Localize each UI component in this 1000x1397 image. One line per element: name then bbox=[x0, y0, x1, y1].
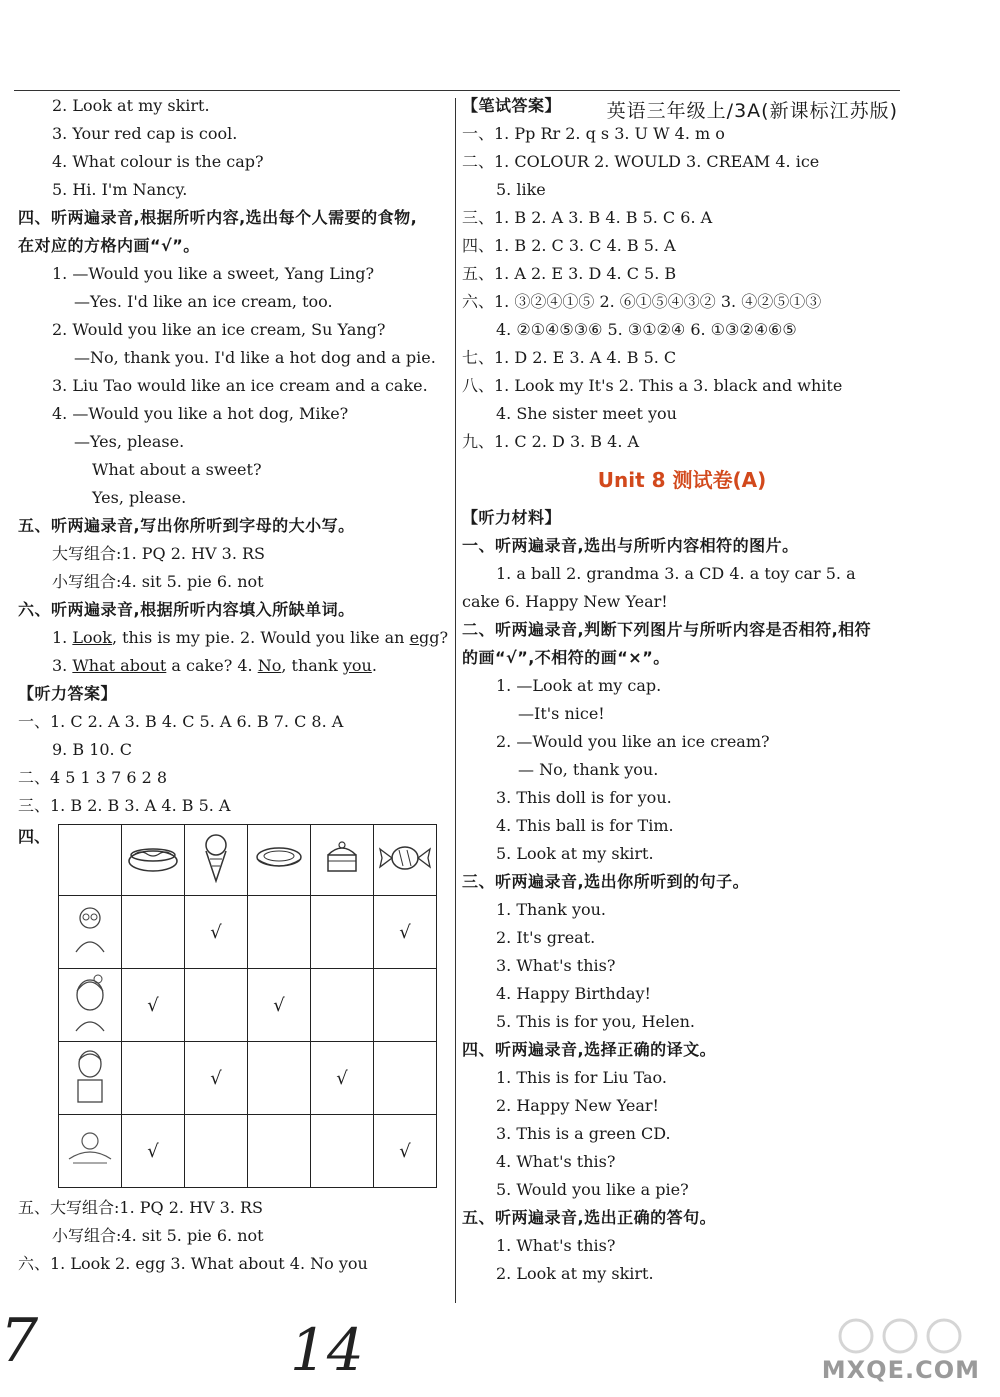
corner-page-mark: 7 bbox=[0, 1306, 39, 1376]
text-line: 3. What's this? bbox=[496, 956, 616, 975]
check-cell: √ bbox=[122, 969, 185, 1042]
section-heading: 的画“√”,不相符的画“×”。 bbox=[462, 648, 670, 667]
ice-cream-icon bbox=[185, 825, 248, 896]
text-line: cake 6. Happy New Year! bbox=[462, 592, 668, 611]
check-cell: √ bbox=[374, 896, 437, 969]
answer-line: 五、1. A 2. E 3. D 4. C 5. B bbox=[462, 264, 677, 283]
text-part: a cake? 4. bbox=[166, 656, 258, 675]
text-line: 2. Look at my skirt. bbox=[52, 96, 210, 115]
check-cell: √ bbox=[185, 1042, 248, 1115]
text-line: —It's nice! bbox=[518, 704, 605, 723]
check-cell bbox=[374, 969, 437, 1042]
answer-line: 一、1. Pp Rr 2. q s 3. U W 4. m o bbox=[462, 124, 725, 143]
text-line: 1. Thank you. bbox=[496, 900, 607, 919]
check-cell bbox=[122, 896, 185, 969]
text-line: 1. a ball 2. grandma 3. a CD 4. a toy car 5. a bbox=[496, 564, 856, 583]
answer-word: What about bbox=[72, 656, 167, 675]
text-line: 1. This is for Liu Tao. bbox=[496, 1068, 667, 1087]
section-label: 四、 bbox=[18, 827, 51, 846]
section-heading: 三、听两遍录音,选出你所听到的句子。 bbox=[462, 872, 750, 891]
text-line: 大写组合:1. PQ 2. HV 3. RS bbox=[52, 544, 266, 563]
answer-table-block bbox=[18, 824, 450, 1188]
check-cell: √ bbox=[374, 1115, 437, 1188]
section-heading: 五、听两遍录音,选出正确的答句。 bbox=[462, 1208, 717, 1227]
answer-line: 9. B 10. C bbox=[52, 740, 132, 759]
unit-title: Unit 8 测试卷(A) bbox=[597, 468, 767, 492]
child-portrait-icon bbox=[59, 896, 122, 969]
section-heading: 六、听两遍录音,根据所听内容填入所缺单词。 bbox=[18, 600, 355, 619]
text-line: 4. Happy Birthday! bbox=[496, 984, 651, 1003]
watermark-text: MXQE.COM bbox=[821, 1356, 980, 1384]
check-cell bbox=[248, 1042, 311, 1115]
section-heading: 四、听两遍录音,选择正确的译文。 bbox=[462, 1040, 717, 1059]
header-rule bbox=[14, 90, 900, 91]
answer-line: 八、1. Look my It's 2. This a 3. black and white bbox=[462, 376, 843, 395]
check-cell: √ bbox=[185, 896, 248, 969]
table-row bbox=[59, 1042, 437, 1115]
section-heading: 在对应的方格内画“√”。 bbox=[18, 236, 200, 255]
text-line: Yes, please. bbox=[92, 488, 187, 507]
answer-line: 小写组合:4. sit 5. pie 6. not bbox=[52, 1226, 264, 1245]
text-line: —Yes. I'd like an ice cream, too. bbox=[74, 292, 333, 311]
check-cell: √ bbox=[122, 1115, 185, 1188]
text-part: ? bbox=[439, 628, 449, 647]
check-cell: √ bbox=[311, 1042, 374, 1115]
text-line: — No, thank you. bbox=[518, 760, 659, 779]
text-part: 1. bbox=[52, 628, 73, 647]
answer-line: 九、1. C 2. D 3. B 4. A bbox=[462, 432, 640, 451]
text-line: 2. It's great. bbox=[496, 928, 596, 947]
section-heading: 四、听两遍录音,根据所听内容,选出每个人需要的食物, bbox=[18, 208, 418, 227]
text-line: 1. —Look at my cap. bbox=[496, 676, 662, 695]
left-column bbox=[18, 92, 450, 1278]
section-heading: 五、听两遍录音,写出你所听到字母的大小写。 bbox=[18, 516, 355, 535]
answer-line: 六、1. ③②④①⑤ 2. ⑥①⑤④③② 3. ④②⑤①③ bbox=[462, 292, 822, 311]
text-part: , thank bbox=[281, 656, 343, 675]
text-line: —Yes, please. bbox=[74, 432, 185, 451]
text-line: 4. —Would you like a hot dog, Mike? bbox=[52, 404, 349, 423]
text-line: 3. This is a green CD. bbox=[496, 1124, 671, 1143]
check-cell bbox=[122, 1042, 185, 1115]
text-line: 1. —Would you like a sweet, Yang Ling? bbox=[52, 264, 375, 283]
text-line bbox=[18, 624, 450, 652]
check-cell bbox=[311, 896, 374, 969]
text-line: 5. Hi. I'm Nancy. bbox=[52, 180, 188, 199]
text-line: 3. This doll is for you. bbox=[496, 788, 672, 807]
text-line: 2. —Would you like an ice cream? bbox=[496, 732, 770, 751]
check-cell bbox=[311, 969, 374, 1042]
page-header: 英语三年级上/3A(新课标江苏版) bbox=[606, 100, 898, 122]
section-heading: 【听力答案】 bbox=[18, 684, 118, 703]
text-line: 4. What's this? bbox=[496, 1152, 616, 1171]
answer-line: 七、1. D 2. E 3. A 4. B 5. C bbox=[462, 348, 677, 367]
text-part: , this is my pie. 2. Would you like an bbox=[111, 628, 410, 647]
hotdog-icon bbox=[122, 825, 185, 896]
section-heading: 二、听两遍录音,判断下列图片与所听内容是否相符,相符 bbox=[462, 620, 872, 639]
check-cell bbox=[311, 1115, 374, 1188]
right-column bbox=[462, 92, 902, 1288]
handwritten-page-number: 14 bbox=[290, 1316, 364, 1384]
girl-portrait-icon bbox=[59, 969, 122, 1042]
text-line: 小写组合:4. sit 5. pie 6. not bbox=[52, 572, 264, 591]
table-row bbox=[59, 1115, 437, 1188]
table-row bbox=[59, 896, 437, 969]
answer-line: 二、1. COLOUR 2. WOULD 3. CREAM 4. ice bbox=[462, 152, 820, 171]
check-cell bbox=[185, 1115, 248, 1188]
answer-word: egg bbox=[409, 628, 440, 647]
pie-icon bbox=[248, 825, 311, 896]
check-cell bbox=[185, 969, 248, 1042]
check-cell bbox=[248, 1115, 311, 1188]
check-cell bbox=[374, 1042, 437, 1115]
text-part: 3. bbox=[52, 656, 73, 675]
answer-line: 5. like bbox=[496, 180, 546, 199]
answer-line: 五、大写组合:1. PQ 2. HV 3. RS bbox=[18, 1198, 264, 1217]
text-line bbox=[18, 652, 450, 680]
text-line: 5. Look at my skirt. bbox=[496, 844, 654, 863]
answer-word: No bbox=[257, 656, 282, 675]
sweet-icon bbox=[374, 825, 437, 896]
section-heading: 【笔试答案】 bbox=[462, 96, 562, 115]
child-portrait-icon bbox=[59, 1115, 122, 1188]
food-check-table bbox=[58, 824, 437, 1188]
text-line: 5. This is for you, Helen. bbox=[496, 1012, 695, 1031]
cake-icon bbox=[311, 825, 374, 896]
section-heading: 一、听两遍录音,选出与所听内容相符的图片。 bbox=[462, 536, 799, 555]
answer-line: 四、1. B 2. C 3. C 4. B 5. A bbox=[462, 236, 676, 255]
table-row bbox=[59, 969, 437, 1042]
text-line: —No, thank you. I'd like a hot dog and a pie. bbox=[74, 348, 436, 367]
answer-line: 4. She sister meet you bbox=[496, 404, 677, 423]
answer-line: 4. ②①④⑤③⑥ 5. ③①②④ 6. ①③②④⑥⑤ bbox=[496, 320, 797, 339]
text-part: . bbox=[371, 656, 377, 675]
section-heading: 【听力材料】 bbox=[462, 508, 562, 527]
answer-line: 一、1. C 2. A 3. B 4. C 5. A 6. B 7. C 8. A bbox=[18, 712, 344, 731]
text-line: 3. Your red cap is cool. bbox=[52, 124, 238, 143]
answer-line: 六、1. Look 2. egg 3. What about 4. No you bbox=[18, 1254, 368, 1273]
answer-word: Look bbox=[72, 628, 112, 647]
answer-line: 三、1. B 2. B 3. A 4. B 5. A bbox=[18, 796, 231, 815]
check-cell bbox=[248, 896, 311, 969]
text-line: 2. Look at my skirt. bbox=[496, 1264, 654, 1283]
text-line: 2. Would you like an ice cream, Su Yang? bbox=[52, 320, 386, 339]
text-line: 5. Would you like a pie? bbox=[496, 1180, 689, 1199]
check-cell: √ bbox=[248, 969, 311, 1042]
answer-line: 二、4 5 1 3 7 6 2 8 bbox=[18, 768, 168, 787]
answer-word: you bbox=[342, 656, 372, 675]
text-line: 4. This ball is for Tim. bbox=[496, 816, 674, 835]
answer-line: 三、1. B 2. A 3. B 4. B 5. C 6. A bbox=[462, 208, 713, 227]
text-line: 3. Liu Tao would like an ice cream and a cake. bbox=[52, 376, 428, 395]
text-line: 4. What colour is the cap? bbox=[52, 152, 264, 171]
table-header-row bbox=[59, 825, 437, 896]
text-line: 2. Happy New Year! bbox=[496, 1096, 659, 1115]
boy-portrait-icon bbox=[59, 1042, 122, 1115]
text-line: What about a sweet? bbox=[92, 460, 262, 479]
text-line: 1. What's this? bbox=[496, 1236, 616, 1255]
column-divider bbox=[455, 98, 456, 1303]
empty-cell bbox=[59, 825, 122, 896]
